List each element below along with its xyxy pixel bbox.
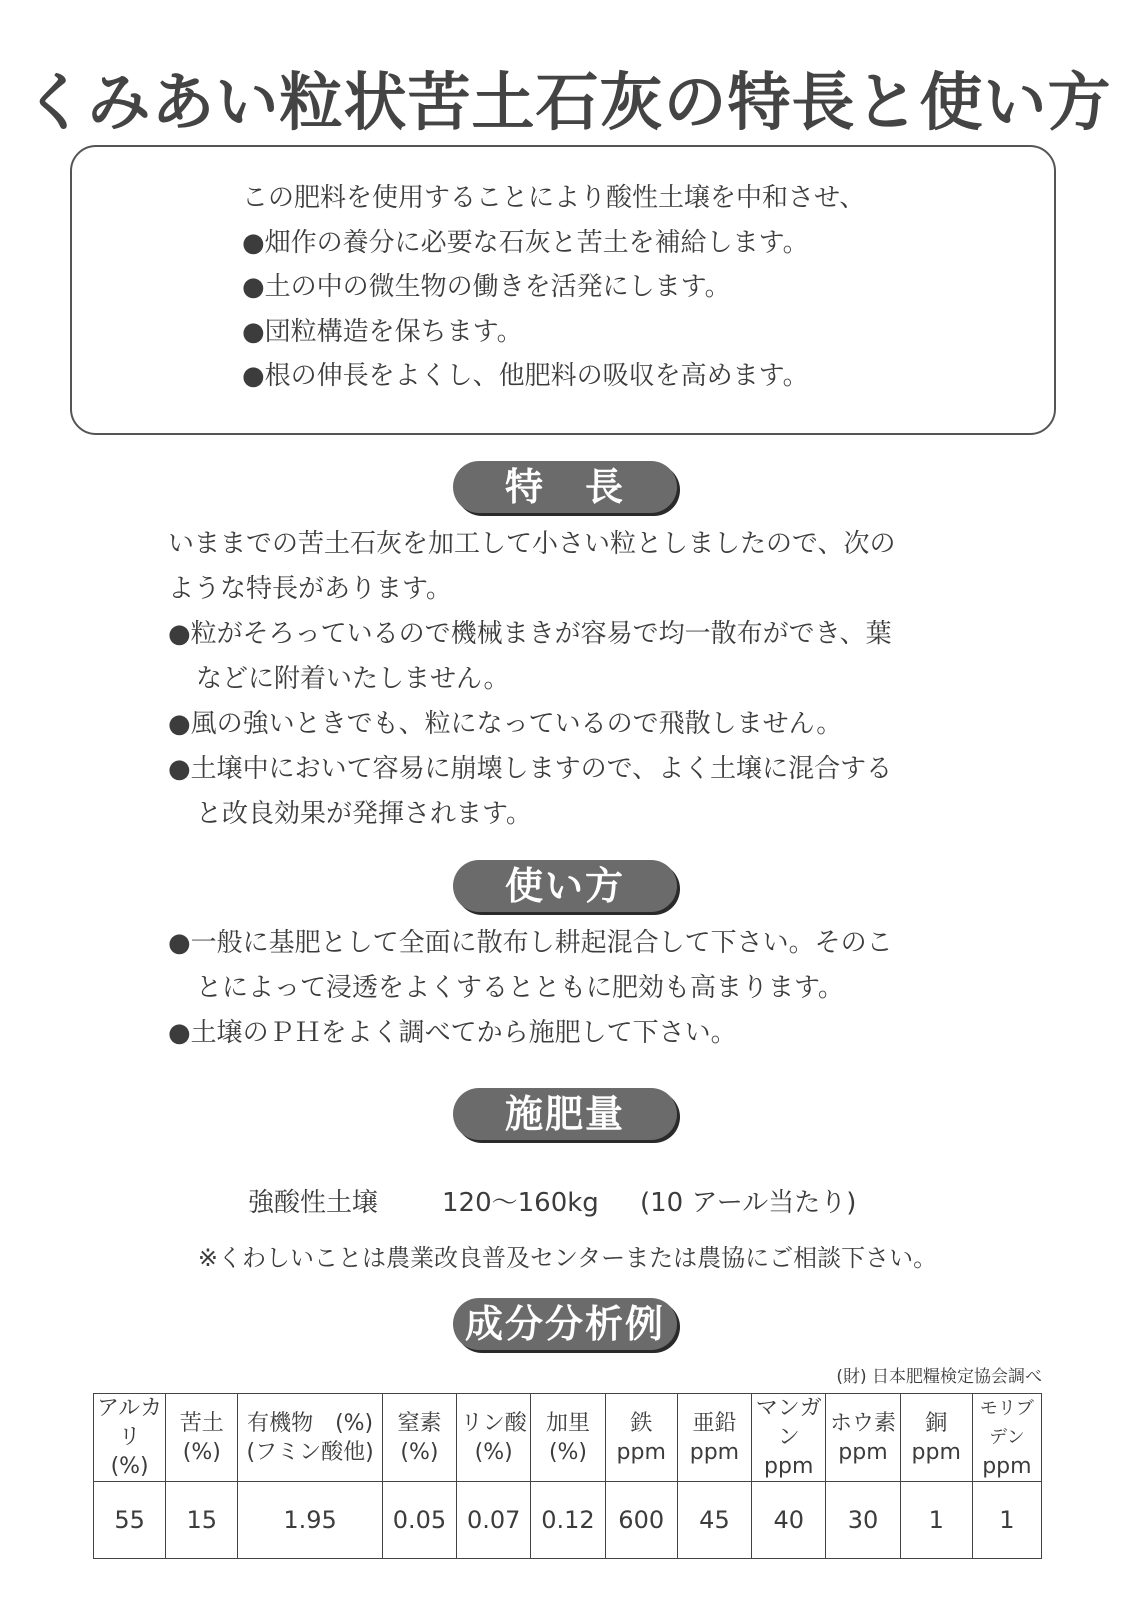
analysis-source: (財) 日本肥糧検定協会調べ xyxy=(836,1367,1042,1387)
intro-bullet: ●畑作の養分に必要な石灰と苦土を補給します。 xyxy=(242,227,809,258)
table-cell: 55 xyxy=(94,1482,166,1559)
analysis-header-row xyxy=(94,1394,1042,1482)
features-line: ●土壌中において容易に崩壊しますので、よく土壌に混合する xyxy=(168,754,893,784)
application-heading: 施肥量 xyxy=(453,1088,677,1140)
table-cell: 0.12 xyxy=(531,1482,605,1559)
table-cell: 1.95 xyxy=(238,1482,382,1559)
table-cell: 1 xyxy=(900,1482,972,1559)
features-line: などに附着いたしません。 xyxy=(196,664,510,694)
features-heading: 特 長 xyxy=(453,461,677,513)
header-boron: ホウ素 ppm xyxy=(826,1394,900,1482)
table-cell: 0.05 xyxy=(382,1482,456,1559)
header-iron: 鉄 ppm xyxy=(605,1394,677,1482)
header-alkali: アルカリ (%) xyxy=(94,1394,166,1482)
table-cell: 15 xyxy=(166,1482,238,1559)
header-copper: 銅 ppm xyxy=(900,1394,972,1482)
usage-line: ●一般に基肥として全面に散布し耕起混合して下さい。そのこ xyxy=(168,928,893,958)
usage-line: ●土壌のＰＨをよく調べてから施肥して下さい。 xyxy=(168,1018,737,1048)
features-line: ●粒がそろっているので機械まきが容易で均一散布ができ、葉 xyxy=(168,619,892,649)
table-cell: 600 xyxy=(605,1482,677,1559)
application-soil: 強酸性土壌 xyxy=(248,1188,379,1218)
intro-bullet: ●団粒構造を保ちます。 xyxy=(242,316,523,347)
usage-heading: 使い方 xyxy=(453,860,677,912)
table-cell: 45 xyxy=(677,1482,751,1559)
header-molybdenum: モリブデン ppm xyxy=(972,1394,1041,1482)
table-cell: 30 xyxy=(826,1482,900,1559)
application-amount: 120〜160kg xyxy=(442,1188,599,1218)
table-cell: 0.07 xyxy=(457,1482,531,1559)
header-nitrogen: 窒素 (%) xyxy=(382,1394,456,1482)
features-line: ような特長があります。 xyxy=(168,574,452,604)
header-magnesia: 苦土 (%) xyxy=(166,1394,238,1482)
features-text xyxy=(168,522,988,837)
intro-bullet: ●土の中の微生物の働きを活発にします。 xyxy=(242,272,731,302)
header-potash: 加里 (%) xyxy=(531,1394,605,1482)
application-unit-note: (10 アール当たり) xyxy=(640,1188,857,1218)
usage-text xyxy=(168,921,988,1056)
intro-bullet: ●根の伸長をよくし、他肥料の吸収を高めます。 xyxy=(242,361,809,391)
intro-lead: この肥料を使用することにより酸性土壌を中和させ、 xyxy=(242,183,866,213)
table-cell: 40 xyxy=(752,1482,826,1559)
features-line: いままでの苦土石灰を加工して小さい粒としましたので、次の xyxy=(168,529,896,559)
analysis-value-row xyxy=(94,1482,1042,1559)
features-line: ●風の強いときでも、粒になっているので飛散しません。 xyxy=(168,709,843,739)
header-zinc: 亜鉛 ppm xyxy=(677,1394,751,1482)
page-title: くみあい粒状苦土石灰の特長と使い方 xyxy=(23,66,1112,139)
analysis-heading: 成分分析例 xyxy=(453,1298,677,1350)
intro-text xyxy=(242,176,865,399)
header-manganese: マンガン ppm xyxy=(752,1394,826,1482)
consultation-note: ※くわしいことは農業改良普及センターまたは農協にご相談下さい。 xyxy=(197,1244,938,1272)
table-cell: 1 xyxy=(972,1482,1041,1559)
features-line: と改良効果が発揮されます。 xyxy=(196,799,532,829)
usage-line: とによって浸透をよくするとともに肥効も高まります。 xyxy=(196,973,844,1003)
header-phosphate: リン酸 (%) xyxy=(457,1394,531,1482)
analysis-table xyxy=(93,1393,1042,1559)
header-organic: 有機物 (%) (フミン酸他) xyxy=(238,1394,382,1482)
